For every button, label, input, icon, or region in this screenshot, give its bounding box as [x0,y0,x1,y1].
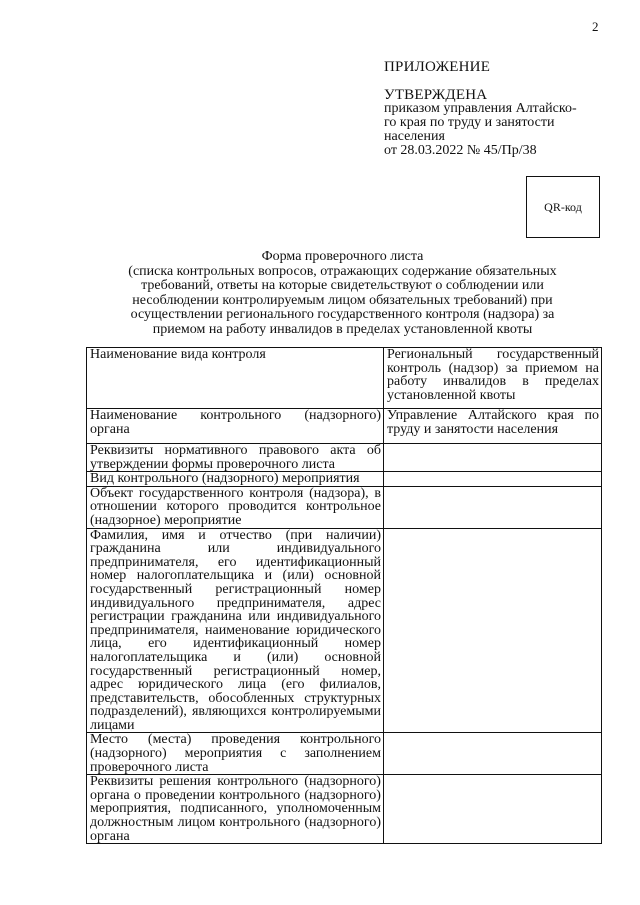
approved-heading: УТВЕРЖДЕНА [384,87,488,103]
table-row [87,444,602,472]
table-row [87,775,602,844]
form-title-line: осуществлении регионального государственного контроля (надзора) за [130,307,555,322]
order-line: от 28.03.2022 № 45/Пр/38 [384,143,537,158]
row-value [383,528,601,733]
row-label: Наименование контрольного (надзорного) органа [87,409,384,444]
row-value [383,486,601,528]
page-number: 2 [592,19,599,34]
row-label: Реквизиты нормативного правового акта об утверждении формы проверочного листа [87,444,384,472]
row-label: Реквизиты решения контрольного (надзорного) органа о проведении контрольного (надзорного) мероприятия, подписанного, уполномоченным должностным лицом контрольного (надзорного) органа [87,775,384,844]
table-row [87,348,602,409]
table-row [87,409,602,444]
form-title-line: Форма проверочного листа [261,249,424,264]
row-value [383,444,601,472]
qr-code-placeholder [526,176,600,238]
form-title-line: несоблюдении контролируемым лицом обязательных требований) при [132,292,553,308]
row-value [383,775,601,844]
row-value: Региональный государственный контроль (надзор) за приемом на работу инвалидов в пределах установленной квоты [383,348,601,409]
row-label: Наименование вида контроля [87,348,384,409]
form-title-line: (списка контрольных вопросов, отражающих содержание обязательных [128,263,557,279]
table-row [87,733,602,775]
form-title-line: приемом на работу инвалидов в пределах установленной квоты [152,321,533,337]
row-label: Фамилия, имя и отчество (при наличии) гражданина или индивидуального предпринимателя, его идентификационный номер налогоплательщика и (или) основной государственный регистрационный номер индивидуального предпринимателя, адрес регистрации гражданина или индивидуального предпринимателя, наименование юридического лица, его идентификационный номер налогоплательщика и (или) основной государственный регистрационный номер, адрес юридического лица (его филиалов, представительств, обособленных структурных подразделений), являющихся контролируемыми лицами [87,528,384,733]
order-line: приказом управления Алтайско- [384,101,577,116]
checklist-table [86,347,602,844]
annex-heading: ПРИЛОЖЕНИЕ [384,59,491,75]
row-label: Место (места) проведения контрольного (надзорного) мероприятия с заполнением проверочного листа [87,733,384,775]
table-row [87,486,602,528]
row-value: Управление Алтайского края по труду и занятости населения [383,409,601,444]
approval-block [384,60,614,158]
row-label: Объект государственного контроля (надзора), в отношении которого проводится контрольное (надзорное) мероприятие [87,486,384,528]
form-title [90,250,595,337]
order-line: населения [384,129,445,144]
table-row [87,472,602,487]
order-line: го края по труду и занятости [384,115,555,130]
table-row [87,528,602,733]
row-label: Вид контрольного (надзорного) мероприятия [87,472,384,487]
row-value [383,733,601,775]
form-title-line: требований, ответы на которые свидетельствуют о соблюдении или [141,278,544,293]
row-value [383,472,601,487]
qr-code-label: QR-код [544,199,582,214]
